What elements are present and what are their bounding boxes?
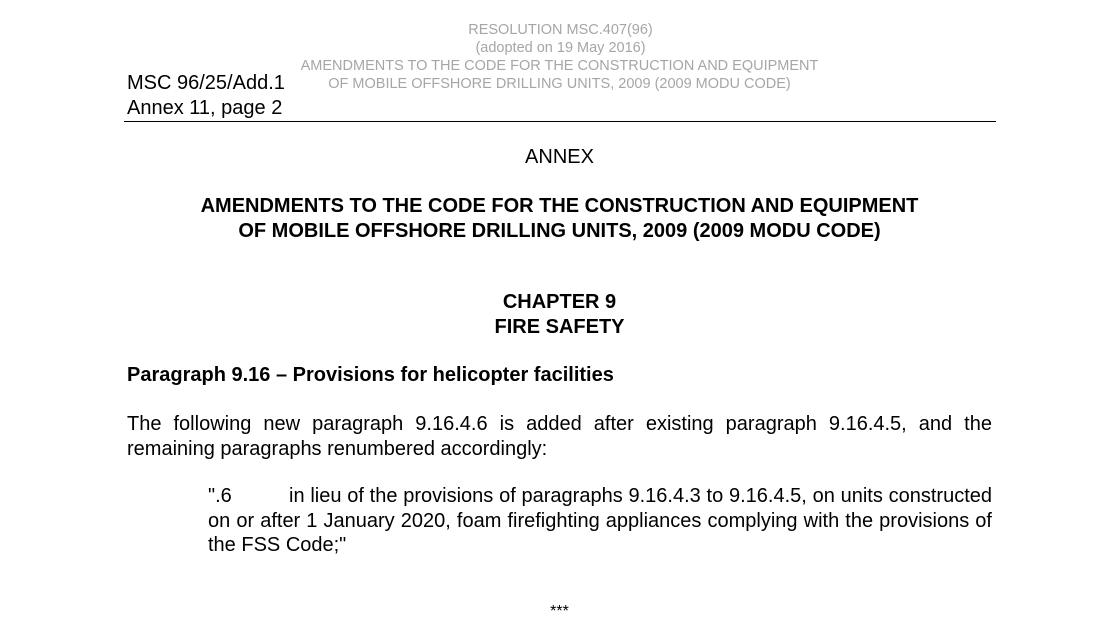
document-reference: MSC 96/25/Add.1 [127,72,285,94]
watermark-resolution: RESOLUTION MSC.407(96) [468,22,653,38]
document-title [127,194,992,244]
chapter-number: CHAPTER 9 [502,291,617,313]
header-divider [124,121,996,122]
quoted-paragraph-text: in lieu of the provisions of paragraphs 9.16.4.3 to 9.16.4.5, on units constructed on or after 1 January 2020, foam firefighting appliances complying with the provisions of the FSS Code;" [208,485,992,556]
watermark-title-line2: OF MOBILE OFFSHORE DRILLING UNITS, 2009 (2009 MODU CODE) [328,76,791,92]
chapter-heading [127,290,992,340]
document-title-line2: OF MOBILE OFFSHORE DRILLING UNITS, 2009 (2009 MODU CODE) [238,220,881,242]
quoted-paragraph-number: ".6 [208,485,232,507]
watermark-title-line1: AMENDMENTS TO THE CODE FOR THE CONSTRUCTION AND EQUIPMENT [300,58,819,74]
annex-label: ANNEX [525,146,594,168]
watermark-adoption-date: (adopted on 19 May 2016) [475,40,646,56]
document-title-line1: AMENDMENTS TO THE CODE FOR THE CONSTRUCTION AND EQUIPMENT [200,195,919,217]
page-header [127,71,285,121]
end-mark: *** [550,603,569,620]
quoted-amendment [208,484,992,558]
chapter-name: FIRE SAFETY [494,316,625,338]
body-paragraph: The following new paragraph 9.16.4.6 is added after existing paragraph 9.16.4.5, and the remaining paragraphs renumbered accordingly: [127,413,992,460]
paragraph-heading: Paragraph 9.16 – Provisions for helicopter facilities [127,364,614,386]
page-reference: Annex 11, page 2 [127,97,283,119]
